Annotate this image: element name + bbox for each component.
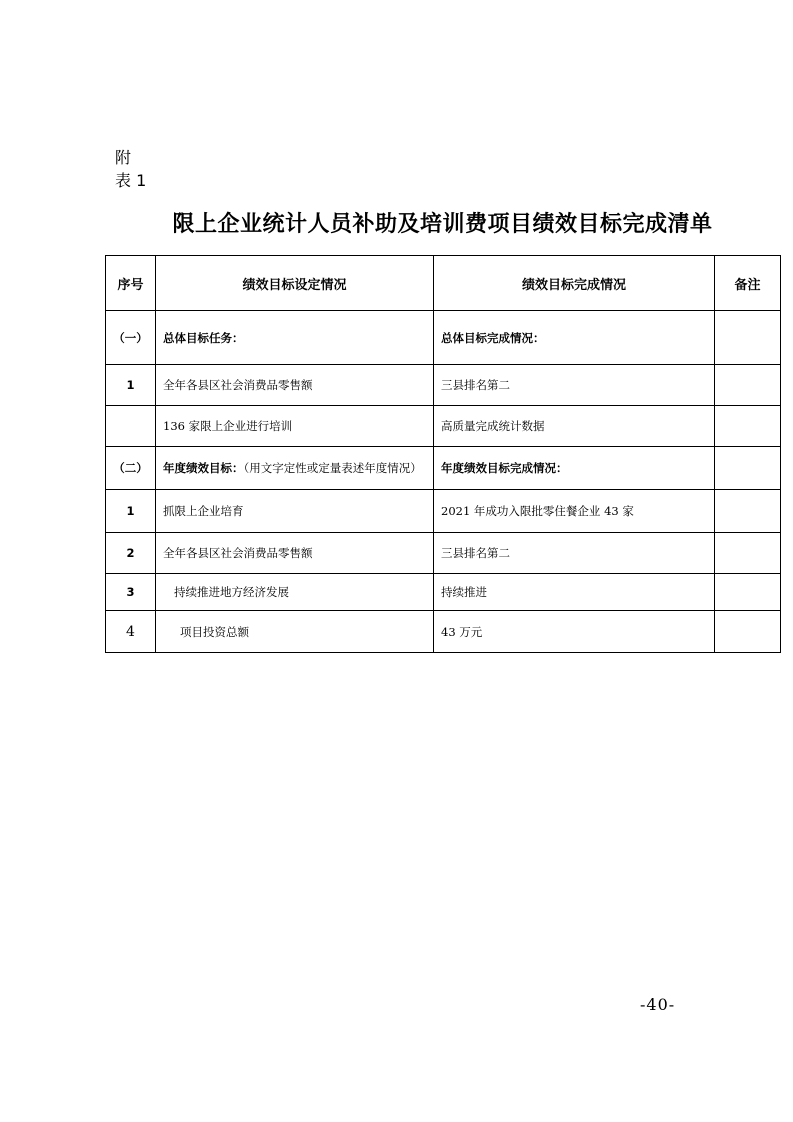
row-remark — [715, 365, 781, 406]
row-seq: 3 — [106, 574, 156, 611]
header-completion: 绩效目标完成情况 — [434, 256, 715, 311]
row-completion: 持续推进 — [434, 574, 715, 611]
row-target: 全年各县区社会消费品零售额 — [156, 365, 434, 406]
row-target-note: （用文字定性或定量表述年度情况） — [243, 461, 422, 475]
row-seq: 1 — [106, 365, 156, 406]
table-row — [106, 533, 781, 574]
row-seq: 1 — [106, 490, 156, 533]
row-target: 抓限上企业培育 — [156, 490, 434, 533]
header-target: 绩效目标设定情况 — [156, 256, 434, 311]
row-seq: 4 — [106, 611, 156, 653]
row-target: 持续推进地方经济发展 — [156, 574, 434, 611]
table-row — [106, 311, 781, 365]
row-target: 项目投资总额 — [156, 611, 434, 653]
row-remark — [715, 406, 781, 447]
row-target: 全年各县区社会消费品零售额 — [156, 533, 434, 574]
table-row — [106, 611, 781, 653]
document-title: 限上企业统计人员补助及培训费项目绩效目标完成清单 — [172, 212, 713, 237]
table-row — [106, 490, 781, 533]
table-header-row — [106, 256, 781, 311]
row-remark — [715, 611, 781, 653]
table-row — [106, 365, 781, 406]
performance-table — [105, 255, 781, 653]
row-remark — [715, 447, 781, 490]
row-completion: 高质量完成统计数据 — [434, 406, 715, 447]
row-completion: 三县排名第二 — [434, 365, 715, 406]
row-target-cell — [156, 447, 434, 490]
table-row — [106, 574, 781, 611]
attachment-line-1: 附 — [115, 148, 132, 167]
row-target: 总体目标任务： — [156, 311, 434, 365]
row-target: 136 家限上企业进行培训 — [156, 406, 434, 447]
attachment-line-2: 表 1 — [115, 171, 147, 190]
header-remark: 备注 — [715, 256, 781, 311]
table-row — [106, 406, 781, 447]
row-completion: 43 万元 — [434, 611, 715, 653]
row-seq: （一） — [106, 311, 156, 365]
row-completion: 年度绩效目标完成情况： — [434, 447, 715, 490]
row-remark — [715, 490, 781, 533]
row-completion: 2021 年成功入限批零住餐企业 43 家 — [434, 490, 715, 533]
row-seq: 2 — [106, 533, 156, 574]
attachment-label — [115, 146, 146, 192]
row-remark — [715, 574, 781, 611]
page-number: -40- — [640, 995, 676, 1014]
row-target: 年度绩效目标： — [163, 461, 244, 475]
row-remark — [715, 533, 781, 574]
row-completion: 三县排名第二 — [434, 533, 715, 574]
header-seq: 序号 — [106, 256, 156, 311]
row-remark — [715, 311, 781, 365]
row-seq — [106, 406, 156, 447]
table-row — [106, 447, 781, 490]
row-seq: （二） — [106, 447, 156, 490]
row-completion: 总体目标完成情况： — [434, 311, 715, 365]
